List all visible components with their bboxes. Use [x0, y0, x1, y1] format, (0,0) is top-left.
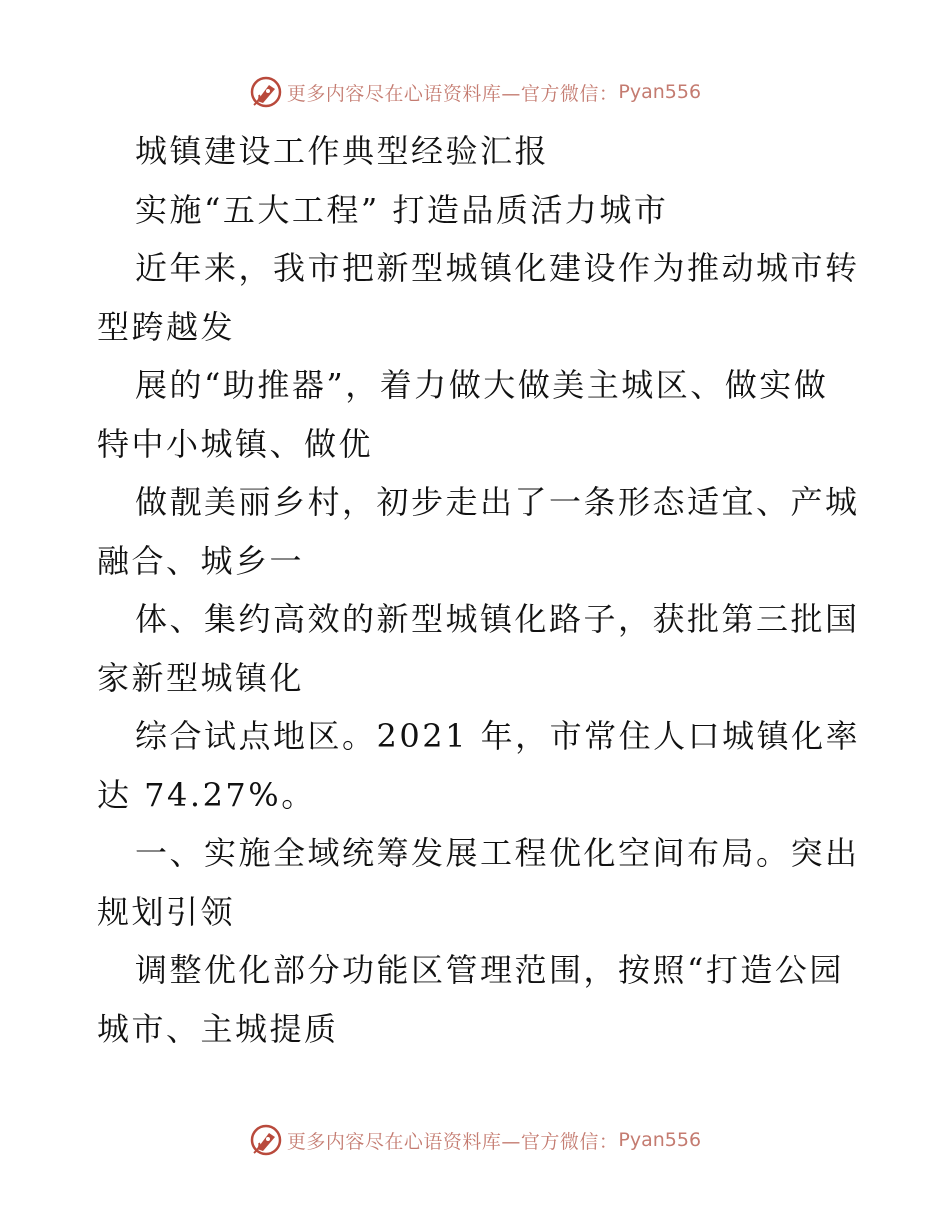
- banner-text: 更多内容尽在心语资料库—官方微信：: [286, 82, 619, 105]
- header-banner: [0, 72, 950, 112]
- paragraph-line: 近年来，我市把新型城镇化建设作为推动城市转: [135, 249, 860, 287]
- section-heading-line: 一、实施全域统筹发展工程优化空间布局。突出: [135, 834, 860, 872]
- paragraph-line: 规划引领: [97, 892, 236, 931]
- document-body: [97, 122, 861, 1058]
- paragraph-line: 展的“助推器”，着力做大做美主城区、做实做: [135, 366, 829, 404]
- footer-banner: [0, 1120, 950, 1160]
- pen-nib-logo-icon: [249, 1123, 283, 1157]
- banner-wechat-id: Pyan556: [618, 1129, 702, 1151]
- doc-title: 城镇建设工作典型经验汇报: [135, 132, 550, 170]
- paragraph-line: 特中小城镇、做优: [97, 424, 374, 463]
- paragraph-line: 融合、城乡一: [97, 541, 305, 580]
- pen-nib-logo-icon: [249, 75, 283, 109]
- paragraph-line: 做靓美丽乡村，初步走出了一条形态适宜、产城: [135, 483, 860, 521]
- paragraph-line: 型跨越发: [97, 307, 236, 346]
- paragraph-line: 调整优化部分功能区管理范围，按照“打造公园: [135, 951, 844, 989]
- banner-text: 更多内容尽在心语资料库—官方微信：: [286, 1130, 619, 1153]
- paragraph-line: 城市、主城提质: [97, 1009, 339, 1048]
- paragraph-line: 家新型城镇化: [97, 658, 305, 697]
- paragraph-line: 体、集约高效的新型城镇化路子，获批第三批国: [135, 600, 860, 638]
- paragraph-line: 达 74.27%。: [97, 775, 316, 814]
- paragraph-line: 综合试点地区。2021 年，市常住人口城镇化率: [135, 717, 861, 755]
- banner-wechat-id: Pyan556: [618, 81, 702, 103]
- doc-subtitle: 实施“五大工程” 打造品质活力城市: [135, 190, 669, 229]
